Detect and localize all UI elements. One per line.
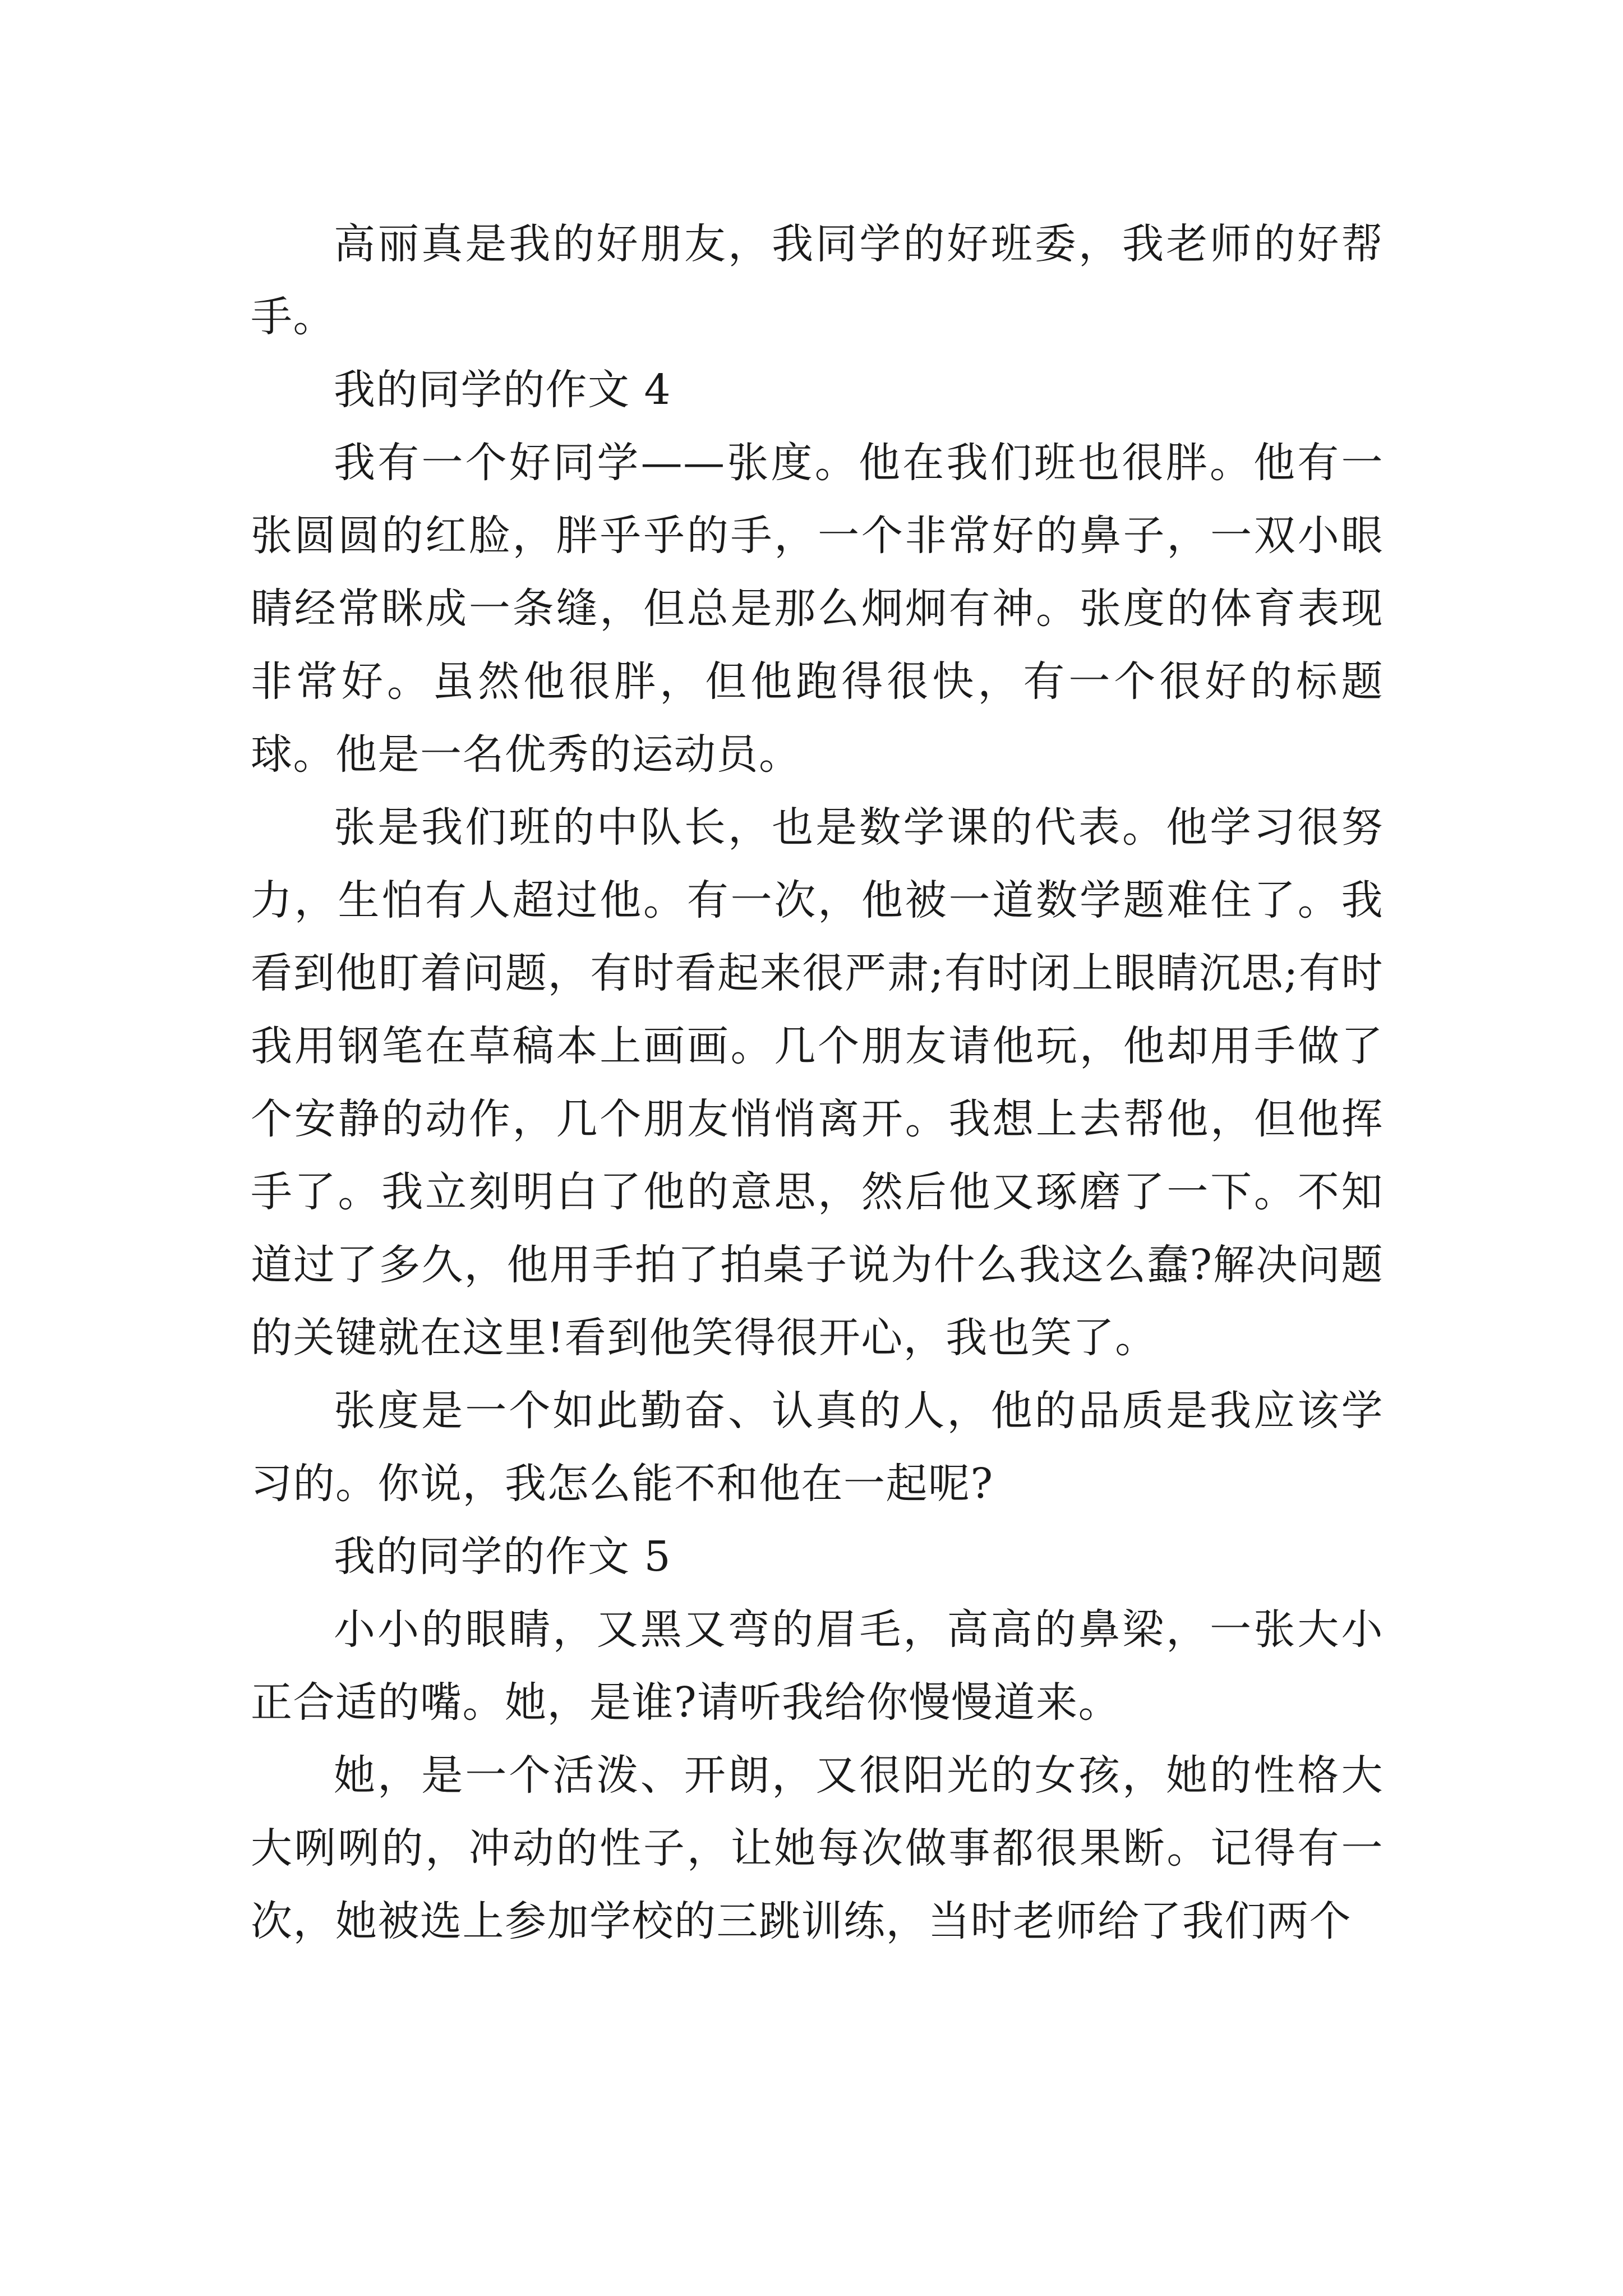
paragraph: 我有一个好同学——张度。他在我们班也很胖。他有一张圆圆的红脸，胖乎乎的手，一个非常好的鼻子，一双小眼睛经常眯成一条缝，但总是那么炯炯有神。张度的体育表现非常好。虽然他很胖，但他跑得很快，有一个很好的标题球。他是一名优秀的运动员。 [251, 439, 1384, 779]
paragraph: 张是我们班的中队长，也是数学课的代表。他学习很努力，生怕有人超过他。有一次，他被一道数学题难住了。我看到他盯着问题，有时看起来很严肃;有时闭上眼睛沉思;有时我用钢笔在草稿本上画画。几个朋友请他玩，他却用手做了个安静的动作，几个朋友悄悄离开。我想上去帮他，但他挥手了。我立刻明白了他的意思，然后他又琢磨了一下。不知道过了多久，他用手拍了拍桌子说为什么我这么蠢?解决问题的关键就在这里!看到他笑得很开心，我也笑了。 [251, 803, 1384, 1362]
essay-heading: 我的同学的作文 4 [334, 366, 672, 414]
paragraph: 小小的眼睛，又黑又弯的眉毛，高高的鼻梁，一张大小正合适的嘴。她，是谁?请听我给你慢慢道来。 [251, 1605, 1384, 1727]
paragraph: 她，是一个活泼、开朗，又很阳光的女孩，她的性格大大咧咧的，冲动的性子，让她每次做事都很果断。记得有一次，她被选上参加学校的三跳训练，当时老师给了我们两个 [251, 1751, 1384, 1945]
document-page [251, 208, 1384, 1958]
essay-heading: 我的同学的作文 5 [334, 1533, 672, 1581]
paragraph: 高丽真是我的好朋友，我同学的好班委，我老师的好帮手。 [251, 220, 1384, 341]
paragraph: 张度是一个如此勤奋、认真的人，他的品质是我应该学习的。你说，我怎么能不和他在一起呢? [251, 1387, 1384, 1508]
